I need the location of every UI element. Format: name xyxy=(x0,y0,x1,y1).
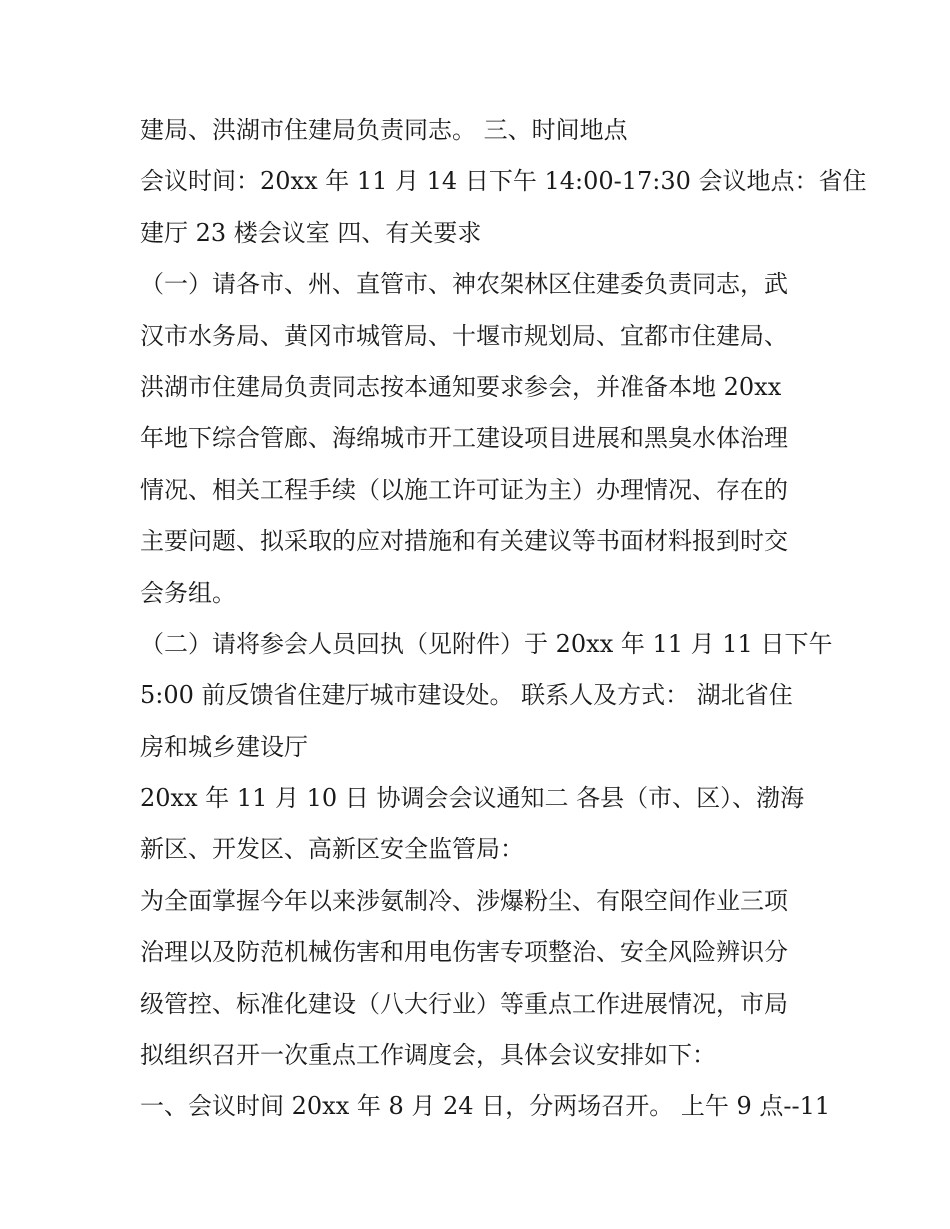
text-line: 情况、相关工程手续（以施工许可证为主）办理情况、存在的 xyxy=(140,475,788,504)
text-line: 一、会议时间 20xx 年 8 月 24 日，分两场召开。 上午 9 点--11 xyxy=(140,1092,831,1121)
text-line: 拟组织召开一次重点工作调度会，具体会议安排如下： xyxy=(140,1041,716,1070)
text-line: 汉市水务局、黄冈市城管局、十堰市规划局、宜都市住建局、 xyxy=(140,321,788,350)
text-line: 为全面掌握今年以来涉氨制冷、涉爆粉尘、有限空间作业三项 xyxy=(140,886,788,915)
text-line: 新区、开发区、高新区安全监管局： xyxy=(140,835,524,864)
text-line: （一）请各市、州、直管市、神农架林区住建委负责同志，武 xyxy=(140,270,788,299)
text-line: 级管控、标准化建设（八大行业）等重点工作进展情况，市局 xyxy=(140,989,788,1018)
text-line: 治理以及防范机械伤害和用电伤害专项整治、安全风险辨识分 xyxy=(140,938,788,967)
text-line: 会务组。 xyxy=(140,578,236,607)
text-line: 会议时间：20xx 年 11 月 14 日下午 14:00-17:30 会议地点：省住 xyxy=(140,167,867,196)
text-line: 主要问题、拟采取的应对措施和有关建议等书面材料报到时交 xyxy=(140,527,788,556)
text-line: 年地下综合管廊、海绵城市开工建设项目进展和黑臭水体治理 xyxy=(140,424,788,453)
text-line: 建厅 23 楼会议室 四、有关要求 xyxy=(140,218,482,247)
text-line: 20xx 年 11 月 10 日 协调会会议通知二 各县（市、区）、渤海 xyxy=(140,784,805,813)
text-line: 洪湖市住建局负责同志按本通知要求参会，并准备本地 20xx xyxy=(140,372,782,401)
text-line: （二）请将参会人员回执（见附件）于 20xx 年 11 月 11 日下午 xyxy=(140,629,833,658)
text-line: 建局、洪湖市住建局负责同志。 三、时间地点 xyxy=(140,116,628,144)
document-body xyxy=(140,108,867,1136)
text-line: 5:00 前反馈省住建厅城市建设处。 联系人及方式： 湖北省住 xyxy=(140,681,793,710)
text-line: 房和城乡建设厅 xyxy=(140,732,308,761)
